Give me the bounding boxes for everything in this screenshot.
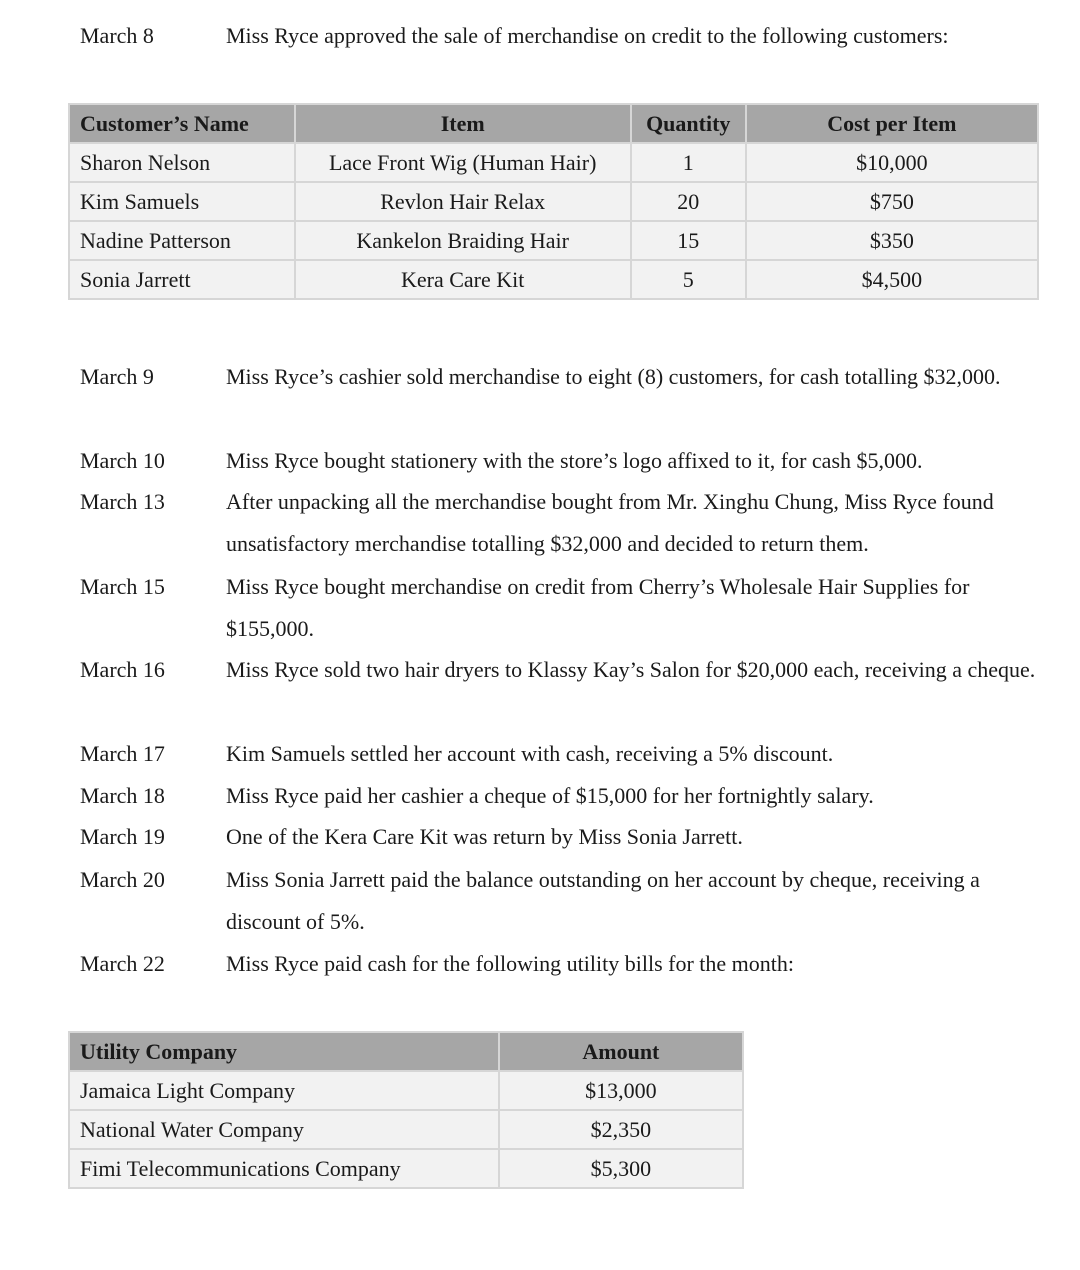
entry-march-8 <box>80 15 1050 57</box>
entry-date: March 10 <box>80 448 165 473</box>
entry-date: March 8 <box>80 23 154 48</box>
table-row <box>69 221 1038 260</box>
cell-customer-name: Nadine Patterson <box>69 221 295 260</box>
entry-march-19 <box>80 816 1050 858</box>
cell-cost: $10,000 <box>746 143 1038 182</box>
customers-table <box>68 103 1039 300</box>
cell-item: Lace Front Wig (Human Hair) <box>295 143 631 182</box>
entry-march-17 <box>80 733 1050 775</box>
entry-text: Miss Sonia Jarrett paid the balance outstanding on her account by cheque, receiving a discount of 5%. <box>226 867 980 934</box>
entry-date: March 13 <box>80 489 165 514</box>
entry-march-13 <box>80 481 1050 565</box>
table-row <box>69 143 1038 182</box>
cell-customer-name: Sonia Jarrett <box>69 260 295 299</box>
header-amount: Amount <box>499 1032 743 1071</box>
header-cost-per-item: Cost per Item <box>746 104 1038 143</box>
entry-date: March 22 <box>80 951 165 976</box>
entry-date: March 20 <box>80 867 165 892</box>
entry-march-9 <box>80 356 1050 398</box>
cell-amount: $5,300 <box>499 1149 743 1188</box>
table-header-row <box>69 1032 743 1071</box>
entry-text: Miss Ryce paid cash for the following utility bills for the month: <box>226 951 794 976</box>
table-row <box>69 260 1038 299</box>
utilities-table <box>68 1031 744 1189</box>
entry-text: Miss Ryce paid her cashier a cheque of $15,000 for her fortnightly salary. <box>226 783 874 808</box>
entry-date: March 18 <box>80 783 165 808</box>
entry-text: Miss Ryce sold two hair dryers to Klassy Kay’s Salon for $20,000 each, receiving a cheque. <box>226 657 1036 682</box>
cell-item: Revlon Hair Relax <box>295 182 631 221</box>
entry-march-15 <box>80 566 1050 650</box>
entry-date: March 19 <box>80 824 165 849</box>
entry-march-20 <box>80 859 1050 943</box>
table-row <box>69 1071 743 1110</box>
cell-cost: $750 <box>746 182 1038 221</box>
cell-quantity: 20 <box>631 182 746 221</box>
entry-text: One of the Kera Care Kit was return by Miss Sonia Jarrett. <box>226 824 743 849</box>
cell-quantity: 15 <box>631 221 746 260</box>
header-customer-name: Customer’s Name <box>69 104 295 143</box>
cell-customer-name: Kim Samuels <box>69 182 295 221</box>
entry-text: Kim Samuels settled her account with cash, receiving a 5% discount. <box>226 741 834 766</box>
entry-march-10 <box>80 440 1050 482</box>
cell-quantity: 5 <box>631 260 746 299</box>
entry-date: March 9 <box>80 364 154 389</box>
entry-date: March 17 <box>80 741 165 766</box>
cell-cost: $350 <box>746 221 1038 260</box>
cell-utility-company: National Water Company <box>69 1110 499 1149</box>
entry-date: March 15 <box>80 574 165 599</box>
entry-text: After unpacking all the merchandise bought from Mr. Xinghu Chung, Miss Ryce found unsatisfactory merchandise totalling $32,000 and decided to return them. <box>226 489 994 556</box>
cell-quantity: 1 <box>631 143 746 182</box>
entry-text: Miss Ryce bought stationery with the store’s logo affixed to it, for cash $5,000. <box>226 448 923 473</box>
table-row <box>69 1110 743 1149</box>
entry-text: Miss Ryce bought merchandise on credit from Cherry’s Wholesale Hair Supplies for $155,000. <box>226 574 970 641</box>
header-utility-company: Utility Company <box>69 1032 499 1071</box>
table-row <box>69 1149 743 1188</box>
header-item: Item <box>295 104 631 143</box>
entry-text: Miss Ryce approved the sale of merchandise on credit to the following customers: <box>226 23 949 48</box>
cell-cost: $4,500 <box>746 260 1038 299</box>
cell-amount: $2,350 <box>499 1110 743 1149</box>
entry-march-16 <box>80 649 1050 691</box>
entry-date: March 16 <box>80 657 165 682</box>
table-header-row <box>69 104 1038 143</box>
cell-utility-company: Jamaica Light Company <box>69 1071 499 1110</box>
cell-item: Kankelon Braiding Hair <box>295 221 631 260</box>
entry-march-22 <box>80 943 1050 985</box>
entry-march-18 <box>80 775 1050 817</box>
cell-utility-company: Fimi Telecommunications Company <box>69 1149 499 1188</box>
entry-text: Miss Ryce’s cashier sold merchandise to eight (8) customers, for cash totalling $32,000. <box>226 364 1001 389</box>
table-row <box>69 182 1038 221</box>
header-quantity: Quantity <box>631 104 746 143</box>
cell-customer-name: Sharon Nelson <box>69 143 295 182</box>
cell-amount: $13,000 <box>499 1071 743 1110</box>
cell-item: Kera Care Kit <box>295 260 631 299</box>
